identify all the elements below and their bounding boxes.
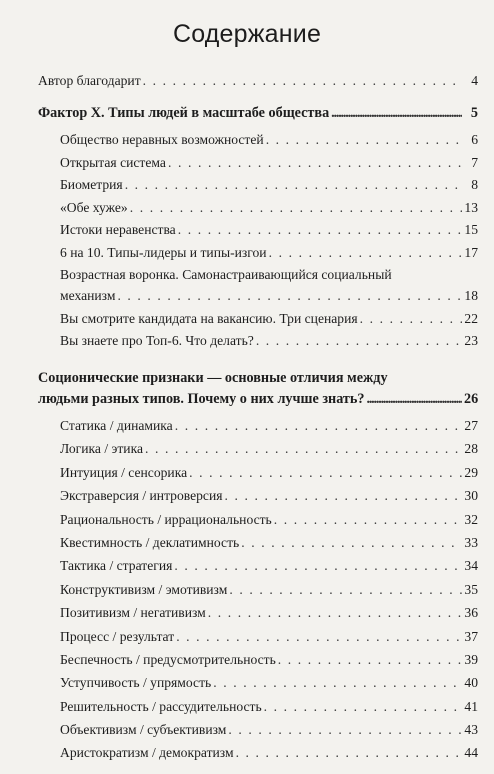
dot-leader	[175, 417, 462, 434]
toc-entry	[38, 487, 478, 504]
toc-entry	[38, 310, 478, 327]
toc-entry	[38, 557, 478, 574]
toc-page-number: 4	[471, 73, 478, 88]
dot-leader	[241, 534, 462, 551]
toc-entry-text: «Обе хуже»	[60, 199, 128, 215]
toc-entry-text: Открытая система	[60, 154, 166, 170]
toc-page-number: 23	[464, 333, 478, 348]
toc-entry-text: Квестимность / деклатимность	[60, 534, 240, 550]
toc-entry-text: Уступчивость / упрямость	[60, 675, 212, 691]
dot-leader	[178, 221, 462, 238]
toc-page-number: 7	[471, 154, 478, 170]
toc-entry	[38, 244, 478, 261]
toc-page-number: 41	[464, 698, 478, 714]
toc-entry-text: Позитивизм / негативизм	[60, 605, 206, 621]
toc-entry	[38, 698, 478, 715]
toc-entry	[38, 581, 478, 598]
toc-page-number: 32	[464, 511, 478, 527]
section-title-line1: Соционические признаки — основные отличия между	[38, 370, 388, 386]
toc-entry-text-line1: Возрастная воронка. Самонастраивающийся социальный	[60, 267, 392, 282]
toc-page-number: 8	[471, 177, 478, 192]
toc-page-number: 5	[470, 105, 478, 121]
toc-entry-text: Вы знаете про Топ-6. Что делать?	[60, 333, 254, 348]
dot-leader	[117, 287, 462, 304]
toc-entry-text-line2: механизм	[60, 288, 116, 303]
dot-leader	[143, 72, 462, 89]
dot-leader	[266, 131, 462, 148]
toc-entry	[38, 534, 478, 551]
toc-entry	[38, 721, 478, 738]
toc-entry	[38, 464, 478, 481]
toc-page-number: 13	[464, 199, 478, 215]
toc-page-number: 29	[464, 464, 478, 480]
dot-leader	[274, 511, 462, 528]
toc-entry	[38, 674, 478, 691]
toc-entry-text: Аристократизм / демократизм	[60, 745, 234, 761]
toc-page-number: 44	[464, 745, 478, 761]
toc-page-number: 22	[464, 310, 478, 326]
toc-entry-text: Рациональность / иррациональность	[60, 511, 272, 527]
toc-entry-text: Беспечность / предусмотрительность	[60, 651, 276, 667]
toc-page-number: 17	[464, 244, 478, 260]
toc-entry-multiline	[38, 266, 478, 304]
dot-leader	[229, 581, 462, 598]
dot-leader	[236, 744, 462, 761]
toc-section-heading	[38, 105, 478, 122]
toc-entry	[38, 332, 478, 349]
toc-entry-text: 6 на 10. Типы-лидеры и типы-изгои	[60, 244, 267, 260]
toc-entry	[38, 628, 478, 645]
toc-entry-text: Объективизм / субъективизм	[60, 722, 227, 738]
dot-leader	[174, 557, 462, 574]
toc-entry-intro	[38, 72, 478, 89]
toc-page-number: 6	[471, 132, 478, 147]
toc-entry-text: Интуиция / сенсорика	[60, 464, 188, 480]
toc-entry	[38, 199, 478, 216]
dot-leader	[256, 332, 462, 349]
toc-page-number: 26	[464, 391, 479, 407]
dot-leader	[213, 674, 462, 691]
dot-leader	[189, 464, 462, 481]
dot-leader	[264, 698, 462, 715]
toc-entry-text: Общество неравных возможностей	[60, 132, 264, 147]
dot-leader	[125, 176, 462, 193]
toc-page-number: 18	[464, 288, 478, 303]
dot-leader	[228, 721, 462, 738]
toc-entry-text: Биометрия	[60, 177, 123, 192]
toc-entry-text: Решительность / рассудительность	[60, 698, 262, 714]
toc-page-number: 15	[464, 222, 478, 237]
toc-entry	[38, 221, 478, 238]
toc-entry	[38, 154, 478, 171]
toc-page-number: 30	[464, 488, 478, 504]
toc-entry-text: Тактика / стратегия	[60, 558, 173, 574]
toc-entry	[38, 744, 478, 761]
toc-entry-text: Логика / этика	[60, 441, 144, 457]
dot-leader	[130, 199, 462, 216]
toc-page-number: 34	[464, 558, 478, 574]
dot-leader	[366, 391, 462, 408]
toc-entry	[38, 511, 478, 528]
toc-entry-text: Статика / динамика	[60, 418, 173, 433]
dot-leader	[145, 440, 462, 457]
toc-page-number: 35	[464, 581, 478, 597]
dot-leader	[331, 105, 462, 122]
toc-entry-text: Вы смотрите кандидата на вакансию. Три сценария	[60, 310, 358, 326]
dot-leader	[269, 244, 462, 261]
dot-leader	[278, 651, 462, 668]
toc-entry	[38, 604, 478, 621]
toc-entry-text: Автор благодарит	[38, 73, 141, 88]
section-title-line2: людьми разных типов. Почему о них лучше знать?	[38, 391, 365, 407]
toc-page-number: 33	[464, 534, 478, 550]
toc-page-number: 37	[464, 628, 478, 644]
dot-leader	[168, 154, 462, 171]
section-title: Фактор Х. Типы людей в масштабе общества	[38, 105, 330, 121]
toc-entry	[38, 651, 478, 668]
toc-entry	[38, 440, 478, 457]
dot-leader	[176, 628, 462, 645]
dot-leader	[208, 604, 462, 621]
toc-page-number: 27	[464, 418, 478, 433]
dot-leader	[225, 487, 463, 504]
toc-page-number: 40	[464, 675, 478, 691]
page-title: Содержание	[172, 20, 322, 48]
toc-entry-text: Процесс / результат	[60, 628, 175, 644]
toc-page-number: 43	[464, 722, 478, 738]
toc-entry-text: Истоки неравенства	[60, 222, 176, 237]
toc-entry-text: Экстраверсия / интроверсия	[60, 488, 223, 504]
toc-entry	[38, 131, 478, 148]
table-of-contents	[38, 72, 478, 761]
toc-entry-text: Конструктивизм / эмотивизм	[60, 581, 228, 597]
toc-page-number: 36	[464, 605, 478, 621]
toc-entry	[38, 176, 478, 193]
toc-section-heading	[38, 370, 478, 408]
toc-entry	[38, 417, 478, 434]
dot-leader	[360, 310, 462, 327]
toc-page-number: 39	[464, 651, 478, 667]
toc-page-number: 28	[464, 441, 478, 457]
